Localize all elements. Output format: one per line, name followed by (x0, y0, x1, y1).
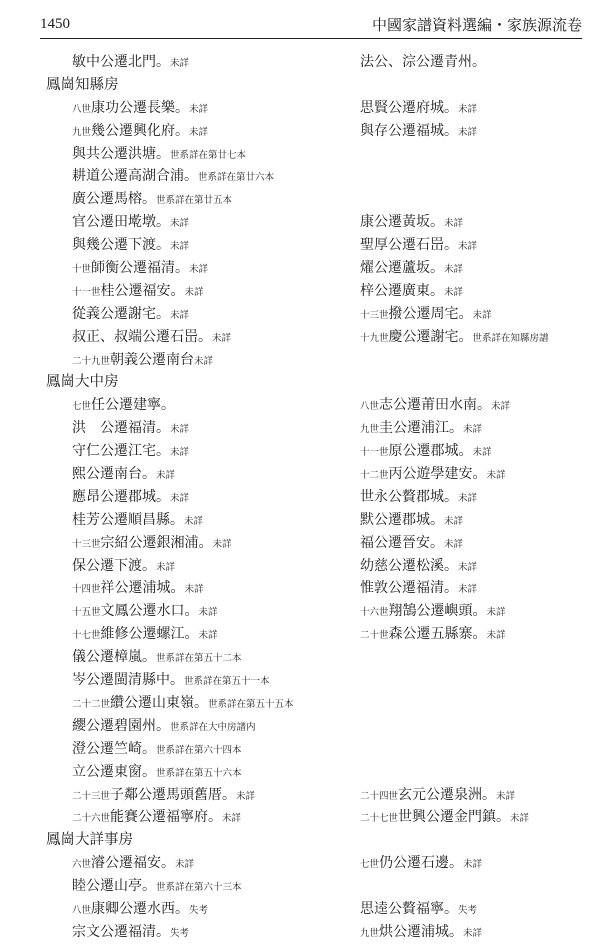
entry-row (0, 556, 610, 579)
generation-note: 十二世 (360, 470, 389, 482)
entry-row (0, 166, 610, 189)
annotation-note: 世系詳在知縣房譜 (472, 332, 549, 344)
page-header (0, 0, 610, 44)
entry-left (72, 395, 175, 417)
annotation-note: 世系詳在第六十三本 (156, 882, 242, 894)
entry-left (72, 464, 175, 486)
entry-right (360, 98, 477, 120)
annotation-note: 未詳 (222, 813, 242, 825)
generation-note: 十三世 (360, 309, 389, 321)
entry-left (72, 510, 203, 532)
migration-text: 聖厚公遷石岊。 (360, 237, 458, 254)
generation-note: 二十六世 (72, 813, 111, 825)
entry-row (0, 144, 610, 167)
entry-row (0, 533, 610, 556)
generation-note: 十七世 (72, 630, 101, 642)
entry-row (0, 281, 610, 304)
generation-note: 八世 (72, 103, 92, 115)
generation-note: 十四世 (72, 584, 101, 596)
annotation-note: 世系詳在第廿六本 (198, 172, 275, 184)
entry-left (72, 189, 232, 211)
entry-left (72, 601, 218, 623)
annotation-note: 未詳 (184, 584, 204, 596)
entry-right (360, 853, 482, 875)
entry-row (0, 98, 610, 121)
migration-text: 祥公遷浦城。 (100, 580, 185, 597)
migration-text: 子鄰公遷馬頭舊厝。 (110, 786, 237, 803)
entry-left (72, 350, 213, 372)
annotation-note: 未詳 (458, 103, 478, 115)
migration-text: 保公遷下渡。 (72, 557, 156, 574)
migration-text: 森公遷五縣寨。 (388, 626, 487, 643)
annotation-note: 未詳 (444, 264, 464, 276)
entry-right (360, 304, 492, 326)
migration-text: 思賢公遷府城。 (360, 99, 458, 116)
migration-text: 澄公遷竺崎。 (72, 740, 156, 757)
annotation-note: 未詳 (198, 607, 218, 619)
generation-note: 十五世 (72, 607, 101, 619)
entry-left (72, 235, 189, 257)
entry-left (72, 533, 232, 555)
migration-text: 桂芳公遷順昌縣。 (72, 511, 184, 528)
migration-text: 志公遷莆田水南。 (379, 397, 492, 414)
entry-row (0, 807, 610, 830)
generation-note: 七世 (360, 859, 380, 871)
annotation-note: 未詳 (236, 790, 256, 802)
annotation-note: 世系詳在第五十一本 (184, 676, 270, 688)
annotation-note: 未詳 (463, 859, 483, 871)
generation-note: 二十七世 (360, 813, 399, 825)
migration-text: 康卿公遷水西。 (91, 900, 190, 917)
section-heading-row (0, 75, 610, 98)
annotation-note: 未詳 (510, 813, 530, 825)
entry-right (360, 601, 506, 623)
migration-text: 康公遷黃坂。 (360, 214, 444, 231)
migration-text: 文鳳公遷水口。 (100, 603, 199, 620)
annotation-note: 未詳 (189, 264, 209, 276)
migration-text: 世興公遷金門鎮。 (398, 809, 511, 826)
annotation-note: 未詳 (486, 470, 506, 482)
annotation-note: 未詳 (458, 492, 478, 504)
entry-left (72, 121, 208, 143)
generation-note: 二十三世 (72, 790, 111, 802)
generation-note: 九世 (72, 126, 92, 138)
migration-text: 默公遷郡城。 (360, 511, 444, 528)
annotation-note: 未詳 (444, 515, 464, 527)
entry-row (0, 418, 610, 441)
entry-right (360, 807, 529, 829)
annotation-note: 未詳 (212, 538, 232, 550)
annotation-note: 未詳 (212, 332, 232, 344)
annotation-note: 未詳 (189, 126, 209, 138)
migration-text: 濬公遷福安。 (91, 855, 176, 872)
entry-left (72, 281, 204, 303)
migration-text: 洪 公遷福清。 (72, 420, 170, 437)
annotation-note: 未詳 (496, 790, 516, 802)
annotation-note: 世系詳在第廿五本 (156, 195, 233, 207)
annotation-note: 世系詳在第廿七本 (170, 149, 247, 161)
entry-row (0, 395, 610, 418)
entry-row (0, 235, 610, 258)
entry-right (360, 487, 477, 509)
annotation-note: 未詳 (184, 515, 204, 527)
entry-list (0, 52, 610, 945)
entry-row (0, 464, 610, 487)
entry-left (72, 144, 246, 166)
entry-right (360, 510, 463, 532)
migration-text: 叔正、叔端公遷石岊。 (72, 328, 212, 345)
migration-text: 福公遷晉安。 (360, 534, 444, 551)
entry-row (0, 693, 610, 716)
entry-row (0, 601, 610, 624)
migration-text: 朝義公遷南台 (110, 351, 195, 368)
entry-left (72, 258, 208, 280)
entry-left (72, 212, 189, 234)
generation-note: 八世 (72, 904, 92, 916)
entry-row (0, 899, 610, 922)
generation-note: 十一世 (72, 286, 101, 298)
entry-left (72, 624, 218, 646)
entry-right (360, 441, 492, 463)
entry-right (360, 922, 482, 944)
migration-text: 惟敦公遷福清。 (360, 580, 458, 597)
annotation-note: 未詳 (175, 859, 195, 871)
migration-text: 岑公遷閩清縣中。 (72, 672, 184, 689)
migration-text: 敏中公遷北門。 (72, 54, 170, 70)
annotation-note: 未詳 (458, 126, 478, 138)
entry-left (72, 670, 270, 692)
migration-text: 思逵公贅福寧。 (360, 900, 458, 917)
migration-text: 康功公遷長樂。 (91, 99, 190, 116)
annotation-note: 未詳 (486, 630, 506, 642)
generation-note: 七世 (72, 401, 92, 413)
entry-row (0, 670, 610, 693)
annotation-note: 未詳 (486, 607, 506, 619)
section-heading: 鳳崗知縣房 (46, 76, 119, 93)
migration-text: 與存公遷福城。 (360, 122, 458, 139)
generation-note: 九世 (360, 424, 380, 436)
migration-text: 梓公遷廣東。 (360, 282, 444, 299)
entry-left (72, 487, 189, 509)
migration-text: 師衡公遷福清。 (91, 260, 190, 277)
entry-left (72, 899, 208, 921)
header-rule (40, 38, 582, 39)
entry-left (72, 739, 242, 761)
generation-note: 十三世 (72, 538, 101, 550)
migration-text: 纓公遷碧園州。 (72, 717, 170, 734)
migration-text: 與共公遷洪塘。 (72, 145, 170, 162)
entry-row (0, 52, 610, 75)
book-title: 中國家譜資料選編・家族源流卷 (371, 16, 582, 34)
annotation-note: 未詳 (170, 424, 190, 436)
entry-row (0, 487, 610, 510)
migration-text: 睦公遷山亭。 (72, 878, 156, 895)
entry-row (0, 304, 610, 327)
entry-right (360, 258, 463, 280)
migration-text: 能賽公遷福寧府。 (110, 809, 223, 826)
entry-right (360, 121, 477, 143)
entry-left (72, 578, 204, 600)
annotation-note: 世系詳在第五十二本 (156, 653, 242, 665)
annotation-note: 未詳 (170, 218, 190, 230)
annotation-note: 世系詳在大中房譜内 (170, 721, 256, 733)
entry-row (0, 258, 610, 281)
annotation-note: 未詳 (458, 561, 478, 573)
entry-row (0, 510, 610, 533)
annotation-note: 未詳 (170, 241, 190, 253)
entry-row (0, 350, 610, 373)
entry-row (0, 189, 610, 212)
annotation-note: 未詳 (463, 927, 483, 939)
annotation-note: 未詳 (156, 561, 176, 573)
page-number: 1450 (40, 16, 70, 32)
entry-right (360, 327, 549, 349)
annotation-note: 世系詳在第六十四本 (156, 744, 242, 756)
section-heading: 鳳崗大中房 (46, 374, 119, 391)
entry-row (0, 716, 610, 739)
entry-row (0, 762, 610, 785)
generation-note: 六世 (72, 859, 92, 871)
entry-left (72, 716, 256, 738)
entry-row (0, 785, 610, 808)
entry-right (360, 395, 510, 417)
entry-left (72, 647, 242, 669)
annotation-note: 未詳 (170, 309, 190, 321)
annotation-note: 未詳 (170, 492, 190, 504)
migration-text: 立公遷東窗。 (72, 763, 156, 780)
migration-text: 宗文公遷福清。 (72, 923, 170, 940)
migration-text: 撥公遷周宅。 (388, 305, 473, 322)
entry-left (72, 98, 208, 120)
entry-left (72, 304, 189, 326)
annotation-note: 未詳 (156, 470, 176, 482)
migration-text: 官公遷田墘墩。 (72, 214, 170, 231)
generation-note: 十一世 (360, 447, 389, 459)
generation-note: 十九世 (360, 332, 389, 344)
migration-text: 幾公遷興化府。 (91, 122, 190, 139)
annotation-note: 世系詳在第五十六本 (156, 767, 242, 779)
entry-row (0, 624, 610, 647)
entry-left (72, 166, 274, 188)
migration-text: 燿公遷蘆坂。 (360, 260, 444, 277)
migration-text: 圭公遷浦江。 (379, 420, 464, 437)
entry-right (360, 556, 477, 578)
entry-right (360, 235, 477, 257)
entry-left (72, 762, 242, 784)
generation-note: 二十世 (360, 630, 389, 642)
generation-note: 二十四世 (360, 790, 399, 802)
entry-row (0, 441, 610, 464)
annotation-note: 未詳 (189, 103, 209, 115)
migration-text: 翔鵠公遷嶼頭。 (388, 603, 487, 620)
migration-text: 世永公贅郡城。 (360, 488, 458, 505)
annotation-note: 未詳 (444, 538, 464, 550)
migration-text: 宗紹公遷銀湘浦。 (100, 534, 213, 551)
entry-row (0, 327, 610, 350)
entry-left (72, 853, 194, 875)
annotation-note: 失考 (458, 904, 478, 916)
migration-text: 應昂公遷郡城。 (72, 488, 170, 505)
migration-text: 慶公遷謝宅。 (388, 328, 473, 345)
annotation-note: 未詳 (170, 447, 190, 459)
entry-right (360, 464, 506, 486)
annotation-note: 未詳 (458, 241, 478, 253)
entry-left (72, 807, 241, 829)
entry-row (0, 922, 610, 945)
entry-left (72, 327, 231, 349)
entry-row (0, 853, 610, 876)
migration-text: 任公遷建寧。 (91, 397, 176, 414)
annotation-note: 未詳 (463, 424, 483, 436)
entry-row (0, 876, 610, 899)
annotation-note: 未詳 (170, 58, 190, 69)
entry-right (360, 281, 463, 303)
entry-right (360, 418, 482, 440)
generation-note: 二十二世 (72, 698, 111, 710)
migration-text: 丙公遊學建安。 (388, 466, 487, 483)
migration-text: 熙公遷南台。 (72, 466, 156, 483)
migration-text: 烘公遷浦城。 (379, 923, 464, 940)
section-heading-row (0, 830, 610, 853)
annotation-note: 未詳 (444, 286, 464, 298)
entry-row (0, 212, 610, 235)
section-heading-row (0, 372, 610, 395)
entry-row (0, 578, 610, 601)
entry-left (72, 441, 189, 463)
entry-row (0, 647, 610, 670)
annotation-note: 未詳 (198, 630, 218, 642)
entry-right (360, 52, 486, 72)
entry-left (72, 693, 294, 715)
migration-text: 守仁公遷江宅。 (72, 443, 170, 460)
entry-left (72, 52, 189, 74)
entry-left (72, 785, 255, 807)
entry-right (360, 899, 477, 921)
annotation-note: 未詳 (184, 286, 204, 298)
migration-text: 仍公遷石邊。 (379, 855, 464, 872)
entry-row (0, 121, 610, 144)
entry-left (72, 556, 175, 578)
annotation-note: 未詳 (472, 309, 492, 321)
entry-row (0, 739, 610, 762)
annotation-note: 未詳 (444, 218, 464, 230)
migration-text: 法公、淙公遷青州。 (360, 54, 486, 70)
annotation-note: 未詳 (458, 584, 478, 596)
annotation-note: 未詳 (194, 355, 214, 367)
annotation-note: 失考 (189, 904, 209, 916)
generation-note: 二十九世 (72, 355, 111, 367)
entry-right (360, 578, 477, 600)
entry-right (360, 212, 463, 234)
migration-text: 與幾公遷下渡。 (72, 237, 170, 254)
annotation-note: 世系詳在第五十五本 (208, 698, 294, 710)
entry-right (360, 785, 515, 807)
generation-note: 十世 (72, 264, 92, 276)
migration-text: 維修公遷螺江。 (100, 626, 199, 643)
annotation-note: 未詳 (491, 401, 511, 413)
migration-text: 幼慈公遷松溪。 (360, 557, 458, 574)
migration-text: 耕道公遷高湖合浦。 (72, 168, 198, 185)
migration-text: 桂公遷福安。 (100, 282, 185, 299)
entry-left (72, 922, 189, 944)
entry-right (360, 533, 463, 555)
migration-text: 纘公遷山東嶺。 (110, 694, 209, 711)
entry-right (360, 624, 506, 646)
entry-left (72, 876, 242, 898)
annotation-note: 未詳 (472, 447, 492, 459)
generation-note: 九世 (360, 927, 380, 939)
annotation-note: 失考 (170, 927, 190, 939)
migration-text: 廣公遷馬榕。 (72, 191, 156, 208)
section-heading: 鳳崗大詳事房 (46, 832, 133, 849)
migration-text: 玄元公遷泉洲。 (398, 786, 497, 803)
migration-text: 原公遷郡城。 (388, 443, 473, 460)
migration-text: 儀公遷樟嵐。 (72, 649, 156, 666)
migration-text: 從義公遷謝宅。 (72, 305, 170, 322)
entry-left (72, 418, 189, 440)
generation-note: 八世 (360, 401, 380, 413)
generation-note: 十六世 (360, 607, 389, 619)
